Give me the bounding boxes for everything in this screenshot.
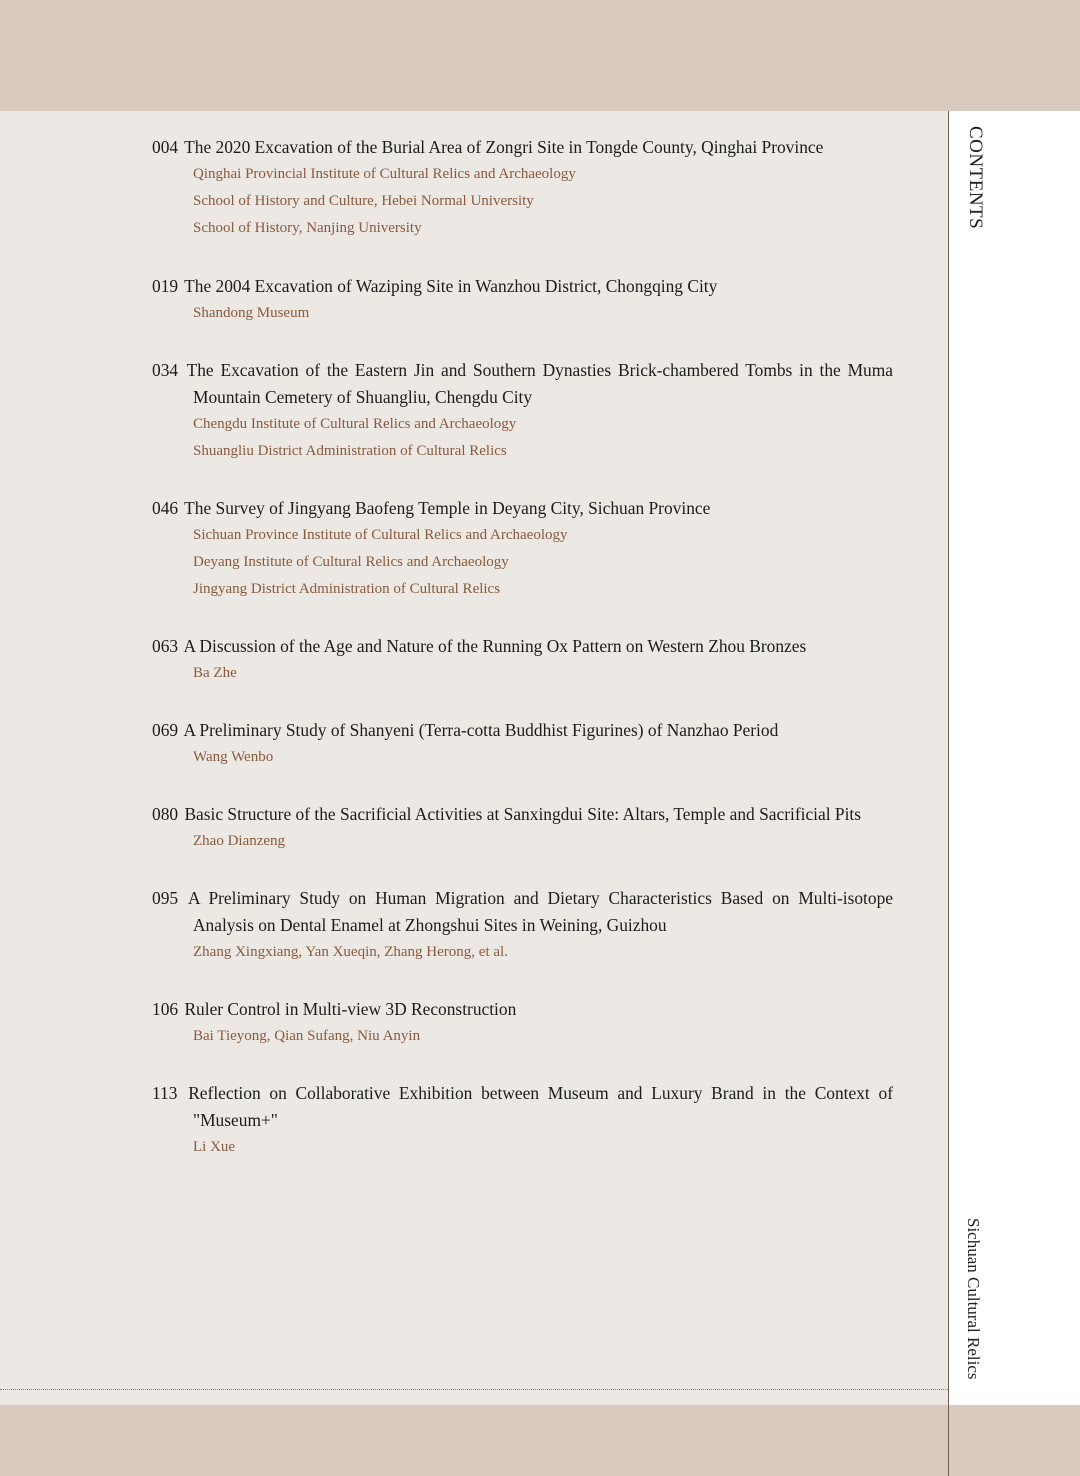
- page-number: 069: [152, 720, 179, 740]
- entry-title[interactable]: [152, 996, 893, 1023]
- author-line: Chengdu Institute of Cultural Relics and Archaeology: [193, 416, 517, 432]
- title-text: A Preliminary Study of Shanyeni (Terra-cotta Buddhist Figurines) of Nanzhao Period: [183, 720, 779, 740]
- title-text: The 2004 Excavation of Waziping Site in Wanzhou District, Chongqing City: [184, 276, 718, 296]
- bottom-band: [0, 1405, 1080, 1476]
- toc-entry[interactable]: [152, 633, 893, 687]
- author-line: Qinghai Provincial Institute of Cultural Relics and Archaeology: [193, 166, 576, 182]
- author-line: Shandong Museum: [193, 305, 310, 321]
- page-number: 106: [152, 999, 179, 1019]
- contents-label: CONTENTS: [965, 126, 986, 230]
- toc-entry[interactable]: [152, 273, 893, 327]
- page-number: 004: [152, 137, 179, 157]
- author-line: Ba Zhe: [193, 665, 237, 681]
- entry-title[interactable]: [152, 134, 893, 161]
- top-band: [0, 0, 1080, 111]
- author-line: Li Xue: [193, 1139, 236, 1155]
- toc-entry[interactable]: [152, 357, 893, 465]
- page-number: 113: [152, 1083, 178, 1103]
- page-number: 034: [152, 360, 179, 380]
- author-line: School of History, Nanjing University: [193, 220, 422, 236]
- author-line: Zhang Xingxiang, Yan Xueqin, Zhang Herong, et al.: [193, 944, 508, 960]
- entry-title[interactable]: [152, 1080, 893, 1134]
- entry-title[interactable]: [152, 633, 893, 660]
- author-line: Deyang Institute of Cultural Relics and Archaeology: [193, 554, 509, 570]
- entry-title[interactable]: [152, 885, 893, 939]
- toc-entry[interactable]: [152, 717, 893, 771]
- toc-entry[interactable]: [152, 801, 893, 855]
- author-line: Zhao Dianzeng: [193, 833, 286, 849]
- entry-title[interactable]: [152, 495, 893, 522]
- entry-title[interactable]: [152, 717, 893, 744]
- title-text: The 2020 Excavation of the Burial Area of Zongri Site in Tongde County, Qinghai Province: [184, 137, 824, 157]
- title-text: A Preliminary Study on Human Migration and Dietary Characteristics Based on Multi-isotope Analysis on Dental Enamel at Zhongshui Sites in Weining, Guizhou: [188, 888, 894, 935]
- title-text: A Discussion of the Age and Nature of the Running Ox Pattern on Western Zhou Bronzes: [183, 636, 807, 656]
- side-panel: [949, 111, 1080, 1405]
- page-number: 019: [152, 276, 179, 296]
- entry-title[interactable]: [152, 801, 893, 828]
- page-number: 095: [152, 888, 179, 908]
- toc-entry[interactable]: [152, 134, 893, 242]
- toc-entry[interactable]: [152, 1080, 893, 1161]
- title-text: Ruler Control in Multi-view 3D Reconstruction: [184, 999, 517, 1019]
- entry-title[interactable]: [152, 273, 893, 300]
- toc-entry[interactable]: [152, 885, 893, 966]
- author-line: School of History and Culture, Hebei Normal University: [193, 193, 534, 209]
- table-of-contents: [152, 134, 893, 1161]
- entry-title[interactable]: [152, 357, 893, 411]
- author-line: Sichuan Province Institute of Cultural Relics and Archaeology: [193, 527, 568, 543]
- journal-name: Sichuan Cultural Relics: [964, 1218, 983, 1380]
- toc-entry[interactable]: [152, 495, 893, 603]
- author-line: Jingyang District Administration of Cultural Relics: [193, 581, 501, 597]
- page-number: 046: [152, 498, 179, 518]
- vertical-divider: [948, 111, 949, 1476]
- title-text: The Excavation of the Eastern Jin and Southern Dynasties Brick-chambered Tombs in the Muma Mountain Cemetery of Shuangliu, Chengdu City: [186, 360, 893, 407]
- title-text: The Survey of Jingyang Baofeng Temple in Deyang City, Sichuan Province: [184, 498, 711, 518]
- page-number: 080: [152, 804, 179, 824]
- author-line: Wang Wenbo: [193, 749, 274, 765]
- title-text: Basic Structure of the Sacrificial Activities at Sanxingdui Site: Altars, Temple and Sacrificial Pits: [184, 804, 862, 824]
- title-text: Reflection on Collaborative Exhibition between Museum and Luxury Brand in the Context of "Museum+": [188, 1083, 893, 1130]
- author-line: Bai Tieyong, Qian Sufang, Niu Anyin: [193, 1028, 421, 1044]
- author-line: Shuangliu District Administration of Cultural Relics: [193, 443, 507, 459]
- toc-entry[interactable]: [152, 996, 893, 1050]
- dotted-rule: [0, 1389, 948, 1390]
- page-number: 063: [152, 636, 179, 656]
